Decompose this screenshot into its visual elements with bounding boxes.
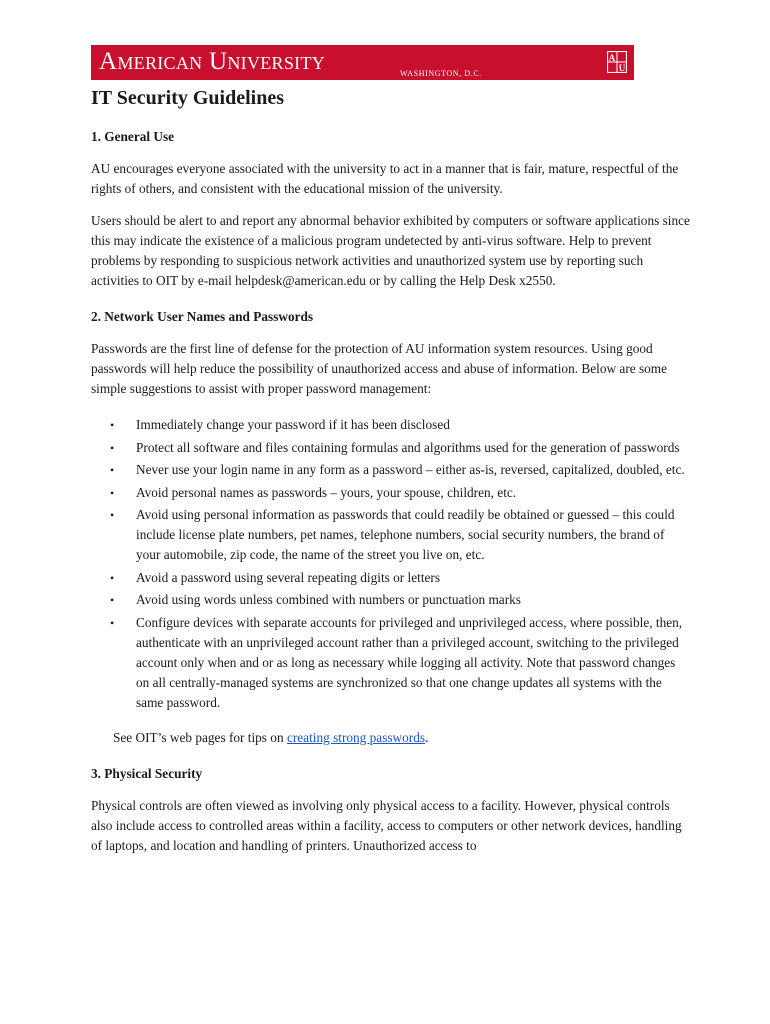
paragraph: AU encourages everyone associated with the university to act in a manner that is fair, mature, respectful of the rights of others, and consistent with the educational mission of the university. xyxy=(91,161,679,196)
university-name: American University xyxy=(99,48,326,75)
bullet-icon: • xyxy=(110,440,115,455)
bullet-icon: • xyxy=(110,463,115,477)
list-item xyxy=(91,483,691,503)
bullet-icon: • xyxy=(110,615,115,630)
list-item-text: Avoid a password using several repeating digits or letters xyxy=(136,569,441,585)
list-item-text: Protect all software and files containing formulas and algorithms used for the generation of passwords xyxy=(136,439,680,455)
paragraph: Passwords are the first line of defense for the protection of AU information system resources. Using good passwords will help reduce the possibility of unauthorized access and abuse of information. Below are some simple suggestions to assist with proper password management: xyxy=(91,341,668,396)
bullet-icon: • xyxy=(110,593,115,607)
list-item xyxy=(91,438,691,458)
password-tips-list xyxy=(91,415,691,713)
strong-passwords-link[interactable]: creating strong passwords xyxy=(286,729,426,745)
list-item xyxy=(91,415,691,435)
see-also-suffix: . xyxy=(425,729,429,745)
list-item-text: Avoid personal names as passwords – yours, your spouse, children, etc. xyxy=(136,484,517,500)
list-item xyxy=(91,590,691,610)
list-item xyxy=(91,568,691,588)
list-item xyxy=(91,613,691,713)
paragraph: Physical controls are often viewed as involving only physical access to a facility. However, physical controls also include access to controlled areas within a facility, access to computers or other network devices, handling of laptops, and location and handling of printers. Unauthorized access to xyxy=(91,797,682,853)
university-city: WASHINGTON, D.C. xyxy=(400,69,482,78)
bullet-icon: • xyxy=(110,418,115,432)
list-item-text: Avoid using words unless combined with numbers or punctuation marks xyxy=(136,592,521,607)
bullet-icon: • xyxy=(110,508,115,522)
svg-text:U: U xyxy=(618,63,626,73)
list-item-text: Avoid using personal information as passwords that could readily be obtained or guessed – this could include license plate numbers, pet names, telephone numbers, social security numbers, the brand of your automobile, zip code, the name of the street you live on, etc. xyxy=(136,507,675,562)
bullet-icon: • xyxy=(110,570,115,585)
section-heading-passwords: 2. Network User Names and Passwords xyxy=(91,309,314,324)
list-item xyxy=(91,505,691,565)
bullet-icon: • xyxy=(110,485,115,500)
section-heading-physical-security: 3. Physical Security xyxy=(91,765,203,781)
document-body xyxy=(91,80,691,856)
list-item-text: Never use your login name in any form as a password – either as-is, reversed, capitalized, doubled, etc. xyxy=(136,462,685,477)
list-item-text: Immediately change your password if it has been disclosed xyxy=(136,417,450,432)
see-also-line xyxy=(113,728,691,748)
list-item-text: Configure devices with separate accounts for privileged and unprivileged access, where possible, then, authenticate with an unprivileged account rather than a privileged account, switching to the privileged account only when and or as long as necessary while logging all activity. Note that password changes on all centrally-managed systems are synchronized so that one change updates all systems with the same password. xyxy=(136,614,683,710)
section-heading-general-use: 1. General Use xyxy=(91,129,175,144)
svg-text:A: A xyxy=(608,53,616,63)
header-banner xyxy=(91,45,634,80)
au-logo-icon xyxy=(607,51,627,73)
list-item xyxy=(91,460,691,480)
see-also-prefix: See OIT’s web pages for tips on xyxy=(113,729,287,745)
document-title: IT Security Guidelines xyxy=(91,87,284,109)
paragraph: Users should be alert to and report any abnormal behavior exhibited by computers or software applications since this may indicate the existence of a malicious program undetected by anti-virus software. Help to prevent problems by responding to suspicious network activities and unauthorized system use by reporting such activities to OIT by e-mail helpdesk@american.edu or by calling the Help Desk x2550. xyxy=(91,213,690,288)
